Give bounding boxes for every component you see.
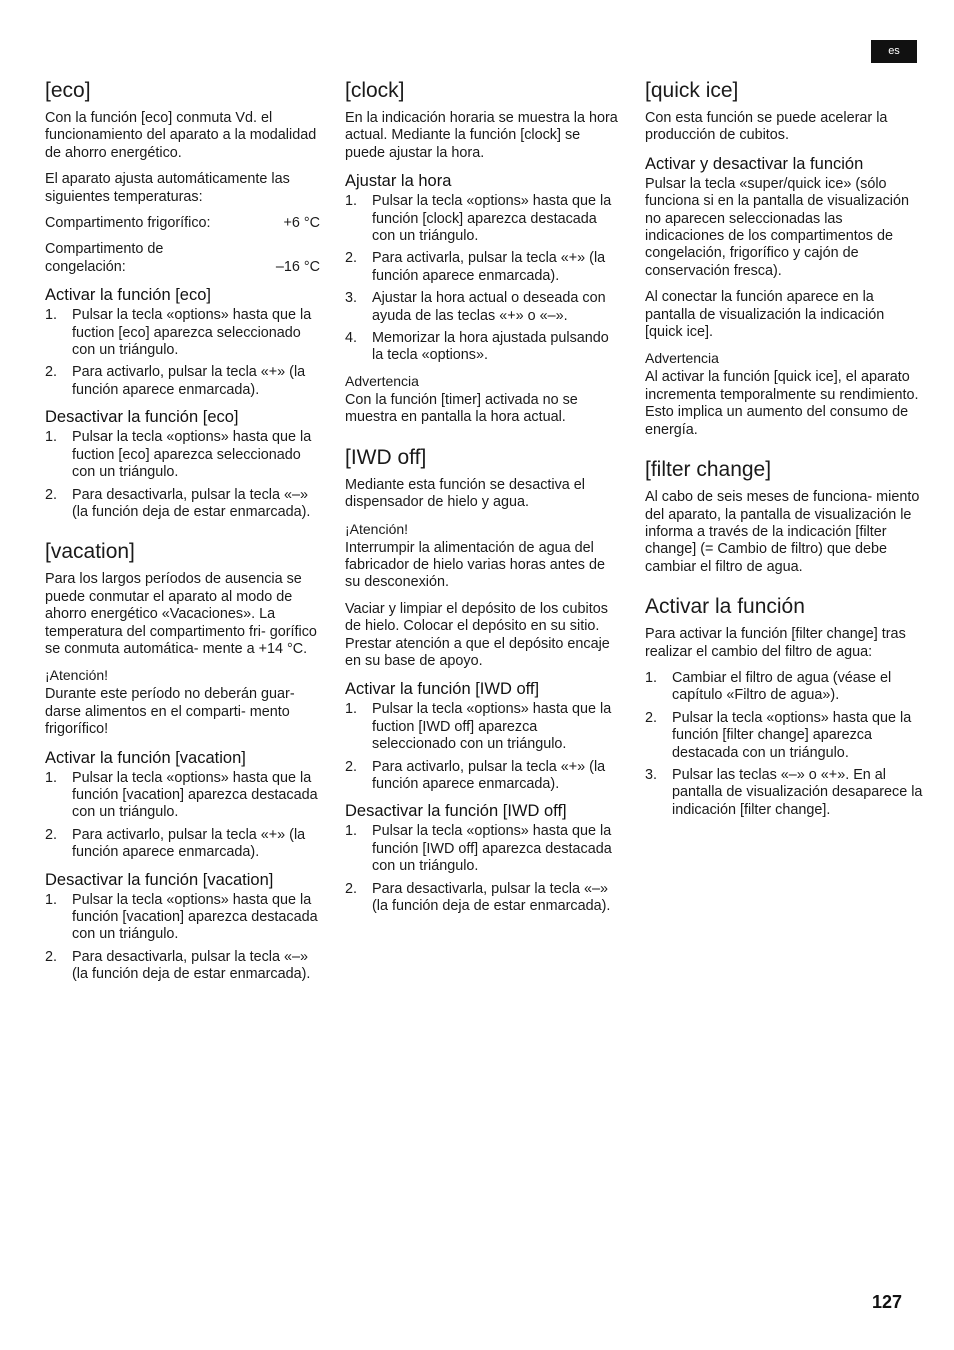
warning-label: Advertencia xyxy=(345,372,419,389)
language-badge: es xyxy=(871,40,917,63)
list-item: 2. Para activarlo, pulsar la tecla «+» (la función aparece enmarcada). xyxy=(45,364,306,398)
temp-label: Compartimento de congelación: xyxy=(45,241,164,275)
temp-value: +6 °C xyxy=(283,215,320,232)
vacation-activate-heading: Activar la función [vacation] xyxy=(45,748,246,767)
temp-row-freezer xyxy=(45,241,320,276)
eco-intro: Con la función [eco] conmuta Vd. el funcionamiento del aparato a la modalidad de ahorro energético. xyxy=(45,110,317,161)
list-item: 2. Para activarla, pulsar la tecla «+» (la función aparece enmarcada). xyxy=(345,250,606,284)
list-item: 2. Para desactivarla, pulsar la tecla «–» (la función deja de estar enmarcada). xyxy=(345,880,611,914)
set-time-steps xyxy=(345,193,620,365)
quick-ice-warning-text: Al activar la función [quick ice], el aparato incrementa temporalmente su rendimiento. Esto implica un aumento del consumo de energía. xyxy=(645,369,919,438)
filter-change-heading: [filter change] xyxy=(645,458,772,482)
temp-value: –16 °C xyxy=(275,258,320,275)
eco-heading: [eco] xyxy=(45,79,91,102)
attention-label: ¡Atención! xyxy=(45,667,109,684)
warning-label: Advertencia xyxy=(645,350,719,367)
list-item: 1. Pulsar la tecla «options» hasta que la fuction [eco] aparezca seleccionado con un triángulo. xyxy=(45,429,312,481)
list-item: 3. Pulsar las teclas «–» o «+». En al pantalla de visualización desaparece la indicación [filter change]. xyxy=(645,766,923,818)
vacation-intro: Para los largos períodos de ausencia se puede conmutar el aparato al modo de ahorro energético «Vacaciones». La temperatura del compartimento fri- gorífico se conmuta automática- mente a +14 °C. xyxy=(45,571,317,657)
temp-label: Compartimento frigorífico: xyxy=(45,215,211,232)
activate-function-heading: Activar la función xyxy=(645,595,805,619)
list-item: 2. Para activarlo, pulsar la tecla «+» (la función aparece enmarcada). xyxy=(45,826,306,861)
quick-ice-subheading: Activar y desactivar la función xyxy=(645,154,864,173)
vacation-deactivate-heading: Desactivar la función [vacation] xyxy=(45,870,274,889)
activate-function-intro: Para activar la función [filter change] tras realizar el cambio del filtro de agua: xyxy=(645,626,906,660)
vacation-activate-steps xyxy=(45,770,320,862)
list-item: 3. Ajustar la hora actual o deseada con ayuda de las teclas «+» o «–». xyxy=(345,290,606,324)
vacation-attention-text: Durante este período no deberán guar- darse alimentos en el comparti- mento frigorífico! xyxy=(45,686,295,738)
list-item: 1. Pulsar la tecla «options» hasta que la función [vacation] aparezca destacada con un triángulo. xyxy=(45,769,318,821)
eco-activate-heading: Activar la función [eco] xyxy=(45,286,211,305)
list-item: 2. Para activarlo, pulsar la tecla «+» (la función aparece enmarcada). xyxy=(345,758,606,792)
iwd-activate-heading: Activar la función [IWD off] xyxy=(345,680,540,699)
eco-activate-steps xyxy=(45,307,320,399)
vacation-deactivate-steps xyxy=(45,892,320,984)
eco-temps-intro: El aparato ajusta automáticamente las siguientes temperaturas: xyxy=(45,171,290,205)
list-item: 2. Pulsar la tecla «options» hasta que la función [filter change] aparezca destacada con un triángulo. xyxy=(645,709,912,761)
column-1 xyxy=(45,78,320,990)
list-item: 1. Pulsar la tecla «options» hasta que la función [IWD off] aparezca destacada con un triángulo. xyxy=(345,823,612,875)
quick-ice-instruction: Pulsar la tecla «super/quick ice» (sólo funciona si en la pantalla de visualización no aparecen seleccionadas las indicaciones de los compartimentos de congelación, frigorífico y cajón de conservación fresca). xyxy=(645,175,909,279)
iwd-heading: [IWD off] xyxy=(345,445,427,469)
set-time-heading: Ajustar la hora xyxy=(345,172,452,191)
list-item: 4. Memorizar la hora ajustada pulsando la tecla «options». xyxy=(345,330,609,364)
quick-ice-heading: [quick ice] xyxy=(645,79,739,102)
clock-heading: [clock] xyxy=(345,79,405,102)
quick-ice-display-text: Al conectar la función aparece en la pantalla de visualización la indicación [quick ice]. xyxy=(645,289,885,341)
temp-row-fridge xyxy=(45,215,320,232)
eco-deactivate-heading: Desactivar la función [eco] xyxy=(45,408,239,427)
eco-deactivate-steps xyxy=(45,429,320,521)
vacation-heading: [vacation] xyxy=(45,540,135,564)
list-item: 1. Pulsar la tecla «options» hasta que la fuction [eco] aparezca seleccionado con un triángulo. xyxy=(45,307,312,359)
list-item: 1. Pulsar la tecla «options» hasta que la fuction [IWD off] aparezca seleccionado con un triángulo. xyxy=(345,701,612,753)
list-item: 2. Para desactivarla, pulsar la tecla «–» (la función deja de estar enmarcada). xyxy=(45,486,311,520)
list-item: 1. Cambiar el filtro de agua (véase el capítulo «Filtro de agua»). xyxy=(645,669,892,704)
column-3 xyxy=(645,78,923,825)
clock-intro: En la indicación horaria se muestra la hora actual. Mediante la función [clock] se puede ajustar la hora. xyxy=(345,110,618,161)
iwd-activate-steps xyxy=(345,701,620,793)
page-number: 127 xyxy=(872,1292,903,1312)
iwd-intro: Mediante esta función se desactiva el dispensador de hielo y agua. xyxy=(345,476,585,511)
column-2 xyxy=(345,78,620,921)
list-item: 1. Pulsar la tecla «options» hasta que la función [clock] aparezca destacada con un triángulo. xyxy=(345,193,612,245)
filter-change-intro: Al cabo de seis meses de funciona- miento del aparato, la pantalla de visualización le informa a través de la indicación [filter change] (= Cambio de filtro) que debe cambiar el filtro de agua. xyxy=(645,489,920,575)
iwd-clean-text: Vaciar y limpiar el depósito de los cubitos de hielo. Colocar el depósito en su sitio. Prestar atención a que el depósito encaje en su base de apoyo. xyxy=(345,600,610,669)
iwd-attention-text: Interrumpir la alimentación de agua del fabricador de hielo varias horas antes de su desconexión. xyxy=(345,539,605,591)
iwd-deactivate-heading: Desactivar la función [IWD off] xyxy=(345,802,567,821)
attention-label: ¡Atención! xyxy=(345,520,409,537)
clock-warning-text: Con la función [timer] activada no se muestra en pantalla la hora actual. xyxy=(345,391,578,426)
list-item: 1. Pulsar la tecla «options» hasta que la función [vacation] aparezca destacada con un triángulo. xyxy=(45,891,318,943)
list-item: 2. Para desactivarla, pulsar la tecla «–» (la función deja de estar enmarcada). xyxy=(45,948,311,983)
iwd-deactivate-steps xyxy=(345,823,620,915)
quick-ice-intro: Con esta función se puede acelerar la producción de cubitos. xyxy=(645,110,888,144)
activate-function-steps xyxy=(645,670,923,819)
